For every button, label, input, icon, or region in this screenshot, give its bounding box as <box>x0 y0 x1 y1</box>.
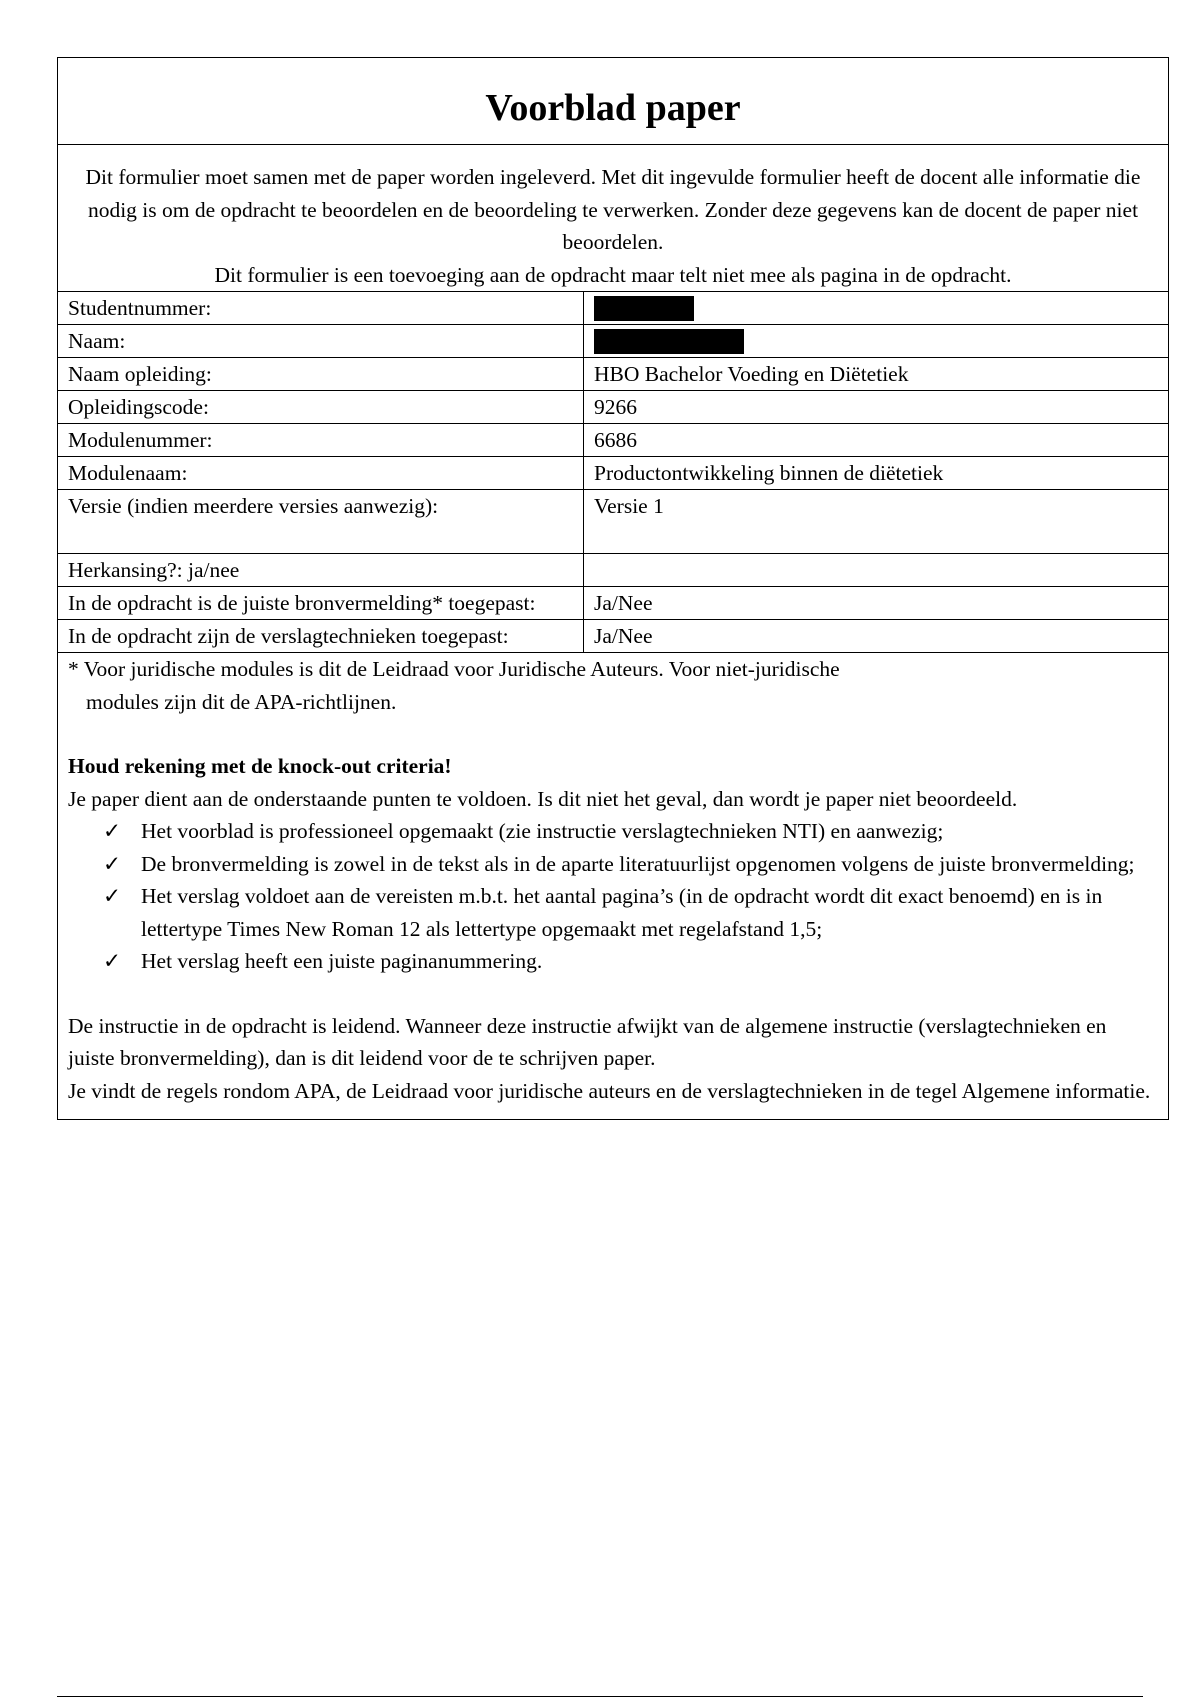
intro-text: Dit formulier moet samen met de paper worden ingeleverd. Met dit ingevulde formulier heeft de docent alle informatie die nodig is om de opdracht te beoordelen en de beoordeling te verwerken. Zonder deze gegevens kan de docent de paper niet beoordelen. <box>85 165 1141 254</box>
field-label: In de opdracht zijn de verslagtechnieken toegepast: <box>58 620 584 653</box>
field-row-bronvermelding <box>58 587 1168 620</box>
field-row-studentnummer <box>58 292 1168 325</box>
field-value-opleidingscode[interactable]: 9266 <box>584 391 1169 424</box>
field-value-bronvermelding[interactable]: Ja/Nee <box>584 587 1169 620</box>
field-label: Herkansing?: ja/nee <box>58 554 584 587</box>
closing-paragraph: De instructie in de opdracht is leidend. Wanneer deze instructie afwijkt van de algemene instructie (verslagtechnieken en juiste bronvermelding), dan is dit leidend voor de te schrijven paper. <box>68 1013 1107 1070</box>
list-item <box>103 815 1158 848</box>
notes-section <box>58 653 1168 1119</box>
page-bottom-rule <box>57 1696 1143 1697</box>
field-label: Opleidingscode: <box>58 391 584 424</box>
field-value-studentnummer[interactable] <box>584 292 1169 325</box>
intro-note: Dit formulier is een toevoeging aan de opdracht maar telt niet mee als pagina in de opdracht. <box>214 262 1012 287</box>
field-label: Studentnummer: <box>58 292 584 325</box>
list-item-text: Het voorblad is professioneel opgemaakt (zie instructie verslagtechnieken NTI) en aanwezig; <box>141 819 944 843</box>
field-value-naam[interactable] <box>584 325 1169 358</box>
knockout-intro: Je paper dient aan de onderstaande punten te voldoen. Is dit niet het geval, dan wordt je paper niet beoordeeld. <box>68 786 1018 811</box>
footnote <box>68 653 1158 718</box>
field-value-modulenummer[interactable]: 6686 <box>584 424 1169 457</box>
knockout-title: Houd rekening met de knock-out criteria! <box>68 754 452 778</box>
check-icon: ✓ <box>103 949 122 973</box>
list-item <box>103 848 1158 881</box>
fields-table <box>58 292 1168 653</box>
list-item <box>103 945 1158 978</box>
intro-section <box>58 145 1168 292</box>
title-box <box>58 58 1168 145</box>
field-row-modulenummer <box>58 424 1168 457</box>
field-row-opleidingscode <box>58 391 1168 424</box>
redaction-block <box>594 296 694 321</box>
check-icon: ✓ <box>103 884 122 908</box>
redaction-block <box>594 329 744 354</box>
check-icon: ✓ <box>103 851 122 876</box>
footnote-line: * Voor juridische modules is dit de Leidraad voor Juridische Auteurs. Voor niet-juridische <box>68 657 840 681</box>
page-title: Voorblad paper <box>485 87 741 129</box>
cover-form <box>57 57 1169 1120</box>
field-value-versie[interactable]: Versie 1 <box>584 490 1169 554</box>
field-row-opleiding <box>58 358 1168 391</box>
field-row-herkansing <box>58 554 1168 587</box>
field-row-versie <box>58 490 1168 554</box>
field-value-verslagtechnieken[interactable]: Ja/Nee <box>584 620 1169 653</box>
field-value-opleiding[interactable]: HBO Bachelor Voeding en Diëtetiek <box>584 358 1169 391</box>
closing-paragraph: Je vindt de regels rondom APA, de Leidraad voor juridische auteurs en de verslagtechnieken in de tegel Algemene informatie. <box>68 1078 1151 1103</box>
field-label: In de opdracht is de juiste bronvermelding* toegepast: <box>58 587 584 620</box>
list-item-text: Het verslag voldoet aan de vereisten m.b.t. het aantal pagina’s (in de opdracht wordt dit exact benoemd) en is in lettertype Times New Roman 12 als lettertype opgemaakt met regelafstand 1,5; <box>141 884 1103 941</box>
list-item <box>103 880 1158 945</box>
field-row-modulenaam <box>58 457 1168 490</box>
field-label: Versie (indien meerdere versies aanwezig): <box>58 490 584 554</box>
field-label: Modulenaam: <box>58 457 584 490</box>
field-label: Naam: <box>58 325 584 358</box>
field-value-modulenaam[interactable]: Productontwikkeling binnen de diëtetiek <box>584 457 1169 490</box>
list-item-text: Het verslag heeft een juiste paginanummering. <box>141 949 543 973</box>
field-row-verslagtechnieken <box>58 620 1168 653</box>
field-row-naam <box>58 325 1168 358</box>
field-label: Naam opleiding: <box>58 358 584 391</box>
list-item-text: De bronvermelding is zowel in de tekst als in de aparte literatuurlijst opgenomen volgens de juiste bronvermelding; <box>141 851 1135 876</box>
check-icon: ✓ <box>103 819 122 843</box>
footnote-line: modules zijn dit de APA-richtlijnen. <box>86 689 397 714</box>
field-label: Modulenummer: <box>58 424 584 457</box>
knockout-list <box>68 815 1158 978</box>
field-value-herkansing[interactable] <box>584 554 1169 587</box>
